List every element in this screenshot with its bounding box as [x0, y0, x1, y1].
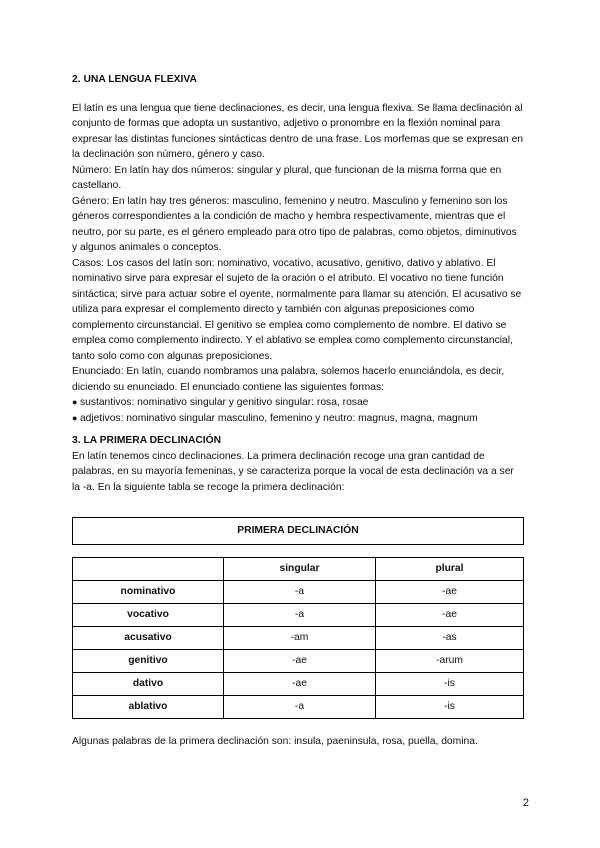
table-header-singular: singular — [224, 558, 376, 581]
page-content — [72, 72, 524, 750]
table-row — [73, 604, 524, 627]
section-2-heading: 2. UNA LENGUA FLEXIVA — [72, 74, 197, 85]
case-name: genitivo — [73, 650, 224, 673]
page-number: 2 — [522, 797, 529, 809]
singular-ending: -a — [224, 604, 376, 627]
table-row — [73, 627, 524, 650]
table-row — [73, 673, 524, 696]
section-3-intro: En latín tenemos cinco declinaciones. La primera declinación recoge una gran cantidad de palabras, en su mayoría femeninas, y se caracteriza porque la vocal de esta declinación va a ser la -a. En la siguiente tabla se recoge la primera declinación: — [72, 450, 514, 493]
bullet-item-sustantivos: ● sustantivos: nominativo singular y genitivo singular: rosa, rosae — [72, 395, 524, 411]
plural-ending: -arum — [376, 650, 524, 673]
table-row — [73, 696, 524, 719]
section-3-heading: 3. LA PRIMERA DECLINACIÓN — [72, 435, 222, 446]
table-header-plural: plural — [376, 558, 524, 581]
singular-ending: -a — [224, 581, 376, 604]
singular-ending: -ae — [224, 673, 376, 696]
singular-ending: -ae — [224, 650, 376, 673]
plural-ending: -ae — [376, 581, 524, 604]
table-header-empty — [73, 558, 224, 581]
table-header-row — [73, 558, 524, 581]
singular-ending: -am — [224, 627, 376, 650]
plural-ending: -ae — [376, 604, 524, 627]
table-row — [73, 650, 524, 673]
intro-paragraph: El latín es una lengua que tiene declinaciones, es decir, una lengua flexiva. Se llama declinación al conjunto de formas que adopta un sustantivo, adjetivo o pronombre en la flexión nominal para expresar las distintas funciones sintácticas dentro de una frase. Los morfemas que se expresan en la declinación son número, género y caso. — [72, 102, 524, 160]
singular-ending: -a — [224, 696, 376, 719]
numero-paragraph: Número: En latín hay dos números: singular y plural, que funcionan de la misma forma que en castellano. — [72, 164, 502, 191]
declension-table — [72, 557, 524, 719]
case-name: vocativo — [73, 604, 224, 627]
example-words-text: Algunas palabras de la primera declinación son: insula, paeninsula, rosa, puella, domina. — [72, 736, 478, 747]
case-name: acusativo — [73, 627, 224, 650]
plural-ending: -as — [376, 627, 524, 650]
bullet-item-adjetivos: ● adjetivos: nominativo singular masculino, femenino y neutro: magnus, magna, magnum — [72, 411, 524, 427]
table-row — [73, 581, 524, 604]
table-title: PRIMERA DECLINACIÓN — [72, 517, 524, 545]
plural-ending: -is — [376, 696, 524, 719]
plural-ending: -is — [376, 673, 524, 696]
case-name: dativo — [73, 673, 224, 696]
casos-paragraph: Casos: Los casos del latín son: nominativo, vocativo, acusativo, genitivo, dativo y ablativo. El nominativo sirve para expresar el sujeto de la oración o el atributo. El vocativo no tiene función sintáctica; sirve para actuar sobre el oyente, normalmente para llamar su atención. El acusativo se utiliza para expresar el complemento directo y también con algunas preposiciones como complemento circunstancial. El genitivo se emplea como complemento de nombre. El dativo se emplea como complemento indirecto. Y el ablativo se emplea como complemento circunstancial, tanto solo como con algunas preposiciones. — [72, 257, 522, 362]
genero-paragraph: Género: En latín hay tres géneros: masculino, femenino y neutro. Masculino y femenino son los géneros correspondientes a la condición de macho y hembra respectivamente, mientras que el neutro, por su parte, es el género empleado para otro tipo de palabras, como objetos, diminutivos y algunos animales o conceptos. — [72, 195, 517, 253]
case-name: nominativo — [73, 581, 224, 604]
enunciado-paragraph: Enunciado: En latín, cuando nombramos una palabra, solemos hacerlo enunciándola, es decir, diciendo su enunciado. El enunciado contiene las siguientes formas: — [72, 366, 505, 393]
case-name: ablativo — [73, 696, 224, 719]
